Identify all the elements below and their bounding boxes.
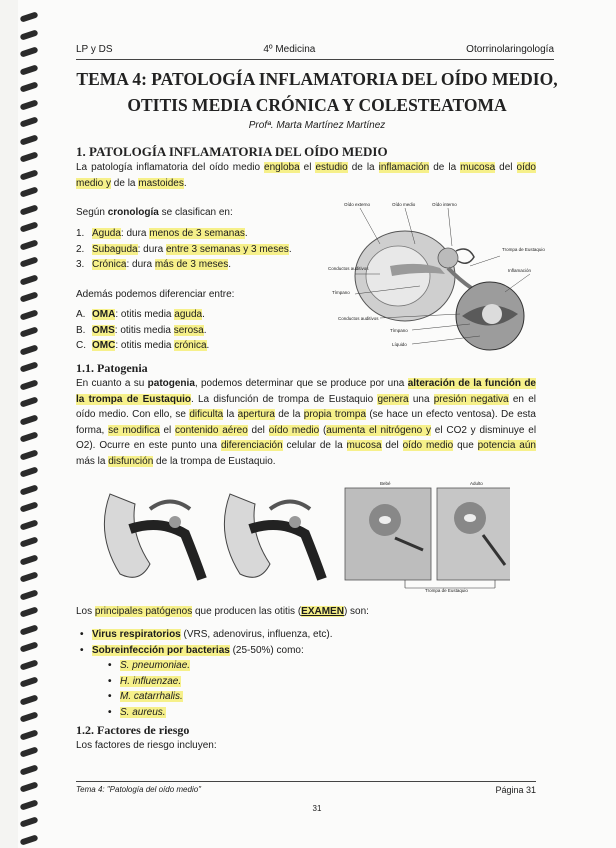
binding-ring	[20, 204, 39, 215]
label-timpano: Tímpano	[332, 290, 350, 295]
label-bebe: Bebé	[380, 481, 391, 486]
pathogens-intro: Los principales patógenos que producen las otitis (EXAMEN) son:	[76, 606, 369, 617]
header-right: Otorrinolaringología	[466, 44, 554, 55]
list-item: • Virus respiratorios (VRS, adenovirus, influenza, etc).	[80, 629, 333, 640]
list-item: 1. Aguda: dura menos de 3 semanas.	[76, 228, 248, 239]
binding-ring	[20, 746, 39, 757]
binding-ring	[20, 81, 39, 92]
section-1-heading: 1. PATOLOGÍA INFLAMATORIA DEL OÍDO MEDIO	[76, 144, 388, 159]
label-oido-externo: Oído externo	[344, 202, 371, 207]
binding-ring	[20, 554, 39, 565]
binding-ring	[20, 239, 39, 250]
binding-ring	[20, 186, 39, 197]
binding-ring	[20, 151, 39, 162]
label-oido-medio: Oído medio	[392, 202, 416, 207]
differentiate-intro: Además podemos diferenciar entre:	[76, 289, 235, 300]
document-page	[18, 0, 616, 848]
binding-ring	[20, 414, 39, 425]
page-number: 31	[312, 804, 322, 813]
author: Profª. Marta Martínez Martínez	[248, 120, 386, 131]
label-trompa: Trompa de Eustaquio	[502, 247, 545, 252]
binding-ring	[20, 46, 39, 57]
binding-ring	[20, 11, 39, 22]
label-inflamacion: Inflamación	[508, 268, 532, 273]
binding-ring	[20, 781, 39, 792]
label-conductos: Conductos auditivos	[328, 266, 369, 271]
binding-ring	[20, 519, 39, 530]
label-timpano-2: Tímpano	[390, 328, 408, 333]
chronology-list	[76, 226, 292, 273]
label-oido-interno: Oído interno	[432, 202, 457, 207]
binding-ring	[20, 536, 39, 547]
list-item: C. OMC: otitis media crónica.	[76, 340, 210, 351]
header-center: 4º Medicina	[263, 44, 316, 55]
page-title	[58, 66, 576, 118]
binding-ring	[20, 694, 39, 705]
binding-ring	[20, 606, 39, 617]
binding-ring	[20, 641, 39, 652]
baby-adult-comparison	[345, 481, 510, 593]
section-1-1-heading: 1.1. Patogenia	[76, 361, 148, 375]
binding-ring	[20, 169, 39, 180]
page-header	[76, 44, 554, 60]
label-adulto: Adulto	[470, 481, 483, 486]
binding-ring	[20, 221, 39, 232]
binding-ring	[20, 589, 39, 600]
binding-ring	[20, 764, 39, 775]
section-1-intro: La patología inflamatoria del oído medio engloba el estudio de la inflamación de la mucosa del oído medio y de la mastoides.	[76, 162, 536, 189]
binding-ring	[20, 99, 39, 110]
list-item: B. OMS: otitis media serosa.	[76, 324, 207, 336]
binding-ring	[20, 431, 39, 442]
binding-ring	[20, 274, 39, 285]
binding-ring	[20, 309, 39, 320]
binding-ring	[20, 834, 39, 845]
list-item: • S. aureus.	[108, 706, 166, 718]
binding-ring	[20, 361, 39, 372]
ear-anatomy-figure	[320, 196, 550, 356]
footer-left: Tema 4: "Patología del oído medio"	[76, 785, 202, 794]
binding-ring	[20, 466, 39, 477]
section-1-2-heading: 1.2. Factores de riesgo	[76, 723, 190, 737]
list-item: A. OMA: otitis media aguda.	[76, 309, 205, 320]
binding-ring	[20, 624, 39, 635]
binding-ring	[20, 449, 39, 460]
binding-ring	[20, 659, 39, 670]
binding-ring	[20, 571, 39, 582]
binding-ring	[20, 326, 39, 337]
binding-ring	[20, 379, 39, 390]
otitis-types-list	[76, 307, 209, 354]
page-footer	[76, 781, 536, 795]
list-item: • S. pneumoniae.	[108, 660, 191, 671]
binding-ring	[20, 291, 39, 302]
binding-ring	[20, 484, 39, 495]
binding-ring	[20, 396, 39, 407]
label-trompa-eustaquio: Trompa de Eustaquio	[425, 588, 468, 593]
binding-ring	[20, 344, 39, 355]
list-item: • Sobreinfección por bacterias (25-50%) como:	[80, 644, 304, 656]
label-liquido: Líquido	[392, 342, 407, 347]
title-line-1: TEMA 4: PATOLOGÍA INFLAMATORIA DEL OÍDO MEDIO,	[76, 69, 558, 89]
binding-ring	[20, 676, 39, 687]
binding-ring	[20, 729, 39, 740]
risk-factors-intro: Los factores de riesgo incluyen:	[76, 740, 217, 751]
footer-right: Página 31	[495, 785, 536, 795]
binding-ring	[20, 711, 39, 722]
binding-ring	[20, 64, 39, 75]
list-item: 2. Subaguda: dura entre 3 semanas y 3 meses.	[76, 243, 292, 255]
binding-ring	[20, 134, 39, 145]
chronology-intro: Según cronología se clasifican en:	[76, 207, 233, 218]
label-conductos-2: Conductos auditivos	[338, 316, 379, 321]
header-left: LP y DS	[76, 44, 113, 55]
binding-ring	[20, 29, 39, 40]
ear-illustration-1	[104, 494, 202, 579]
list-item: • M. catarrhalis.	[108, 691, 183, 702]
pathogenesis-paragraph: En cuanto a su patogenia, podemos determinar que se produce por una alteración de la función de la trompa de Eustaquio. La disfunción de trompa de Eustaquio genera una presión negativa en el oído medio. Con ello, se dificulta la apertura de la propia trompa (se hace un efecto ventosa). De esta forma, se modifica el contenido aéreo del oído medio (aumenta el nitrógeno y el CO2 y disminuye el O2). Ocurre en este punto una diferenciación celular de la mucosa del oído medio que potencia aún más la disfunción de la trompa de Eustaquio.	[76, 378, 537, 467]
title-line-2: OTITIS MEDIA CRÓNICA Y COLESTEATOMA	[127, 95, 507, 115]
ear-illustration-2	[224, 494, 322, 579]
eustachian-tube-figure	[90, 474, 510, 596]
binding-ring	[20, 256, 39, 267]
list-item: 3. Crónica: dura más de 3 meses.	[76, 259, 231, 270]
pathogens-list	[80, 627, 333, 720]
binding-ring	[20, 816, 39, 827]
binding-ring	[20, 501, 39, 512]
list-item: • H. influenzae.	[108, 675, 182, 687]
